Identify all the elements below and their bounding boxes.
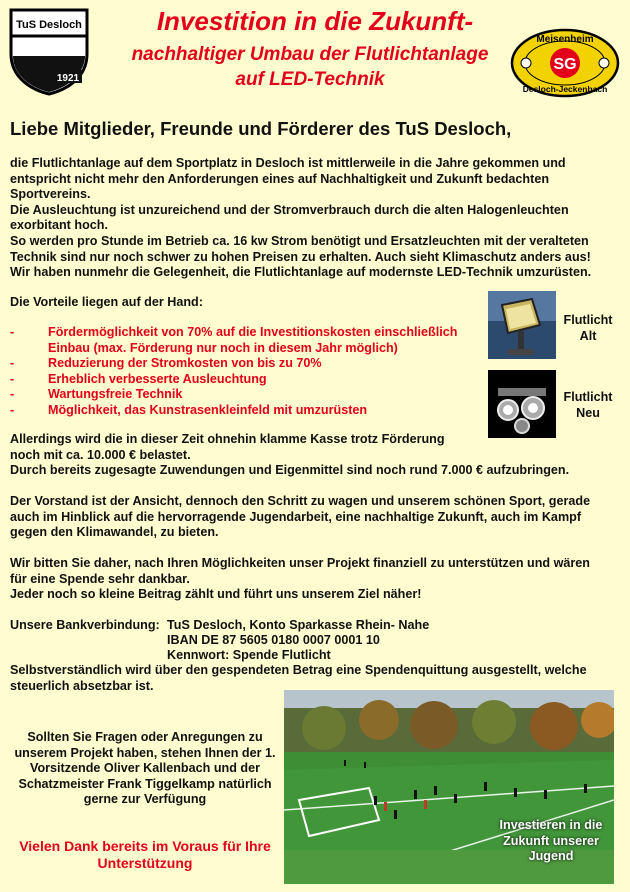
page-title: Investition in die Zukunft- [156, 6, 474, 36]
photo-caption: Investieren in die Zukunft unserer Jugend [499, 818, 603, 864]
funding-text-2: Durch bereits zugesagte Zuwendungen und Eigenmittel sind noch rund 7.000 € aufzubringen. [10, 463, 570, 477]
list-item: - Fördermöglichkeit von 70% auf die Investitionskosten einschließlich Einbau (max. Förderung nur noch in diesem Jahr möglich) [10, 325, 458, 355]
bank-reference: Kennwort: Spende Flutlicht [167, 648, 331, 662]
receipt-note: Selbstverständlich wird über den gespendeten Betrag eine Spendenquittung ausgestellt, welche steuerlich absetzbar ist. [10, 663, 587, 693]
old-floodlight-image [488, 291, 556, 359]
bank-label: Unsere Bankverbindung: [10, 618, 160, 632]
greeting-heading: Liebe Mitglieder, Freunde und Förderer des TuS Desloch, [10, 118, 512, 139]
svg-text:1921: 1921 [56, 73, 80, 84]
list-item: - Erheblich verbesserte Ausleuchtung [10, 371, 267, 386]
appeal-text: Wir bitten Sie daher, nach Ihren Möglichkeiten unser Projekt finanziell zu unterstützen und wären für eine Spende sehr dankbar. Jeder noch so kleine Beitrag zählt und führt uns unserem Ziel näher! [10, 556, 590, 602]
svg-text:Meisenheim: Meisenheim [536, 34, 594, 45]
list-item: - Reduzierung der Stromkosten von bis zu 70% [10, 356, 322, 371]
new-floodlight-image [488, 370, 556, 438]
board-opinion-text: Der Vorstand ist der Ansicht, dennoch den Schritt zu wagen und unserem schönen Sport, gerade auch im Hinblick auf die hervorragende Jugendarbeit, eine nachhaltige Zukunft, auch im Kampf gegen den Klimawandel, zu bieten. [10, 494, 591, 540]
bank-account: TuS Desloch, Konto Sparkasse Rhein- Nahe [167, 618, 430, 632]
advantages-title: Die Vorteile liegen auf der Hand: [10, 295, 203, 309]
funding-text-1: Allerdings wird die in dieser Zeit ohnehin klamme Kasse trotz Förderung noch mit ca. 10.000 € belastet. [10, 432, 445, 462]
svg-text:TuS Desloch: TuS Desloch [16, 19, 82, 31]
bank-iban: IBAN DE 87 5605 0180 0007 0001 10 [167, 633, 380, 647]
thanks-text: Vielen Dank bereits im Voraus für Ihre Unterstützung [19, 838, 271, 871]
old-floodlight-label: Flutlicht Alt [563, 313, 613, 343]
page-subtitle-line2: auf LED-Technik [235, 69, 385, 90]
advantages-list [10, 325, 480, 419]
intro-text: die Flutlichtanlage auf dem Sportplatz in Desloch ist mittlerweile in die Jahre gekommen und entspricht nicht mehr den Anforderungen eines auf Nachhaltigkeit und Zukunft bedachten Sportvereins. Die Ausleuchtung ist unzureichend und der Stromverbrauch durch die alten Halogenleuchten exorbitant hoch. So werden pro Stunde im Betrieb ca. 16 kw Strom benötigt und Ersatzleuchten mit der veralteten Technik sind nur noch schwer zu hohen Preisen zu erhalten. Auch sieht Klimaschutz anders aus! Wir haben nunmehr die Gelegenheit, die Flutlichtanlage auf modernste LED-Technik umzurüsten. [10, 156, 592, 280]
football-field-photo [284, 690, 614, 884]
sg-meisenheim-logo [510, 28, 620, 98]
svg-text:SG: SG [553, 56, 577, 73]
contact-text: Sollten Sie Fragen oder Anregungen zu unserem Projekt haben, stehen Ihnen der 1. Vorsitzende Oliver Kallenbach und der Schatzmeister Frank Tiggelkamp natürlich gerne zur Verfügung [14, 730, 276, 807]
list-item: - Wartungsfreie Technik [10, 387, 183, 402]
list-item: - Möglichkeit, das Kunstrasenkleinfeld mit umzurüsten [10, 402, 368, 417]
page-subtitle-line1: nachhaltiger Umbau der Flutlichtanlage [131, 44, 489, 65]
svg-text:Desloch-Jeckenbach: Desloch-Jeckenbach [522, 84, 608, 94]
new-floodlight-label: Flutlicht Neu [563, 390, 613, 420]
